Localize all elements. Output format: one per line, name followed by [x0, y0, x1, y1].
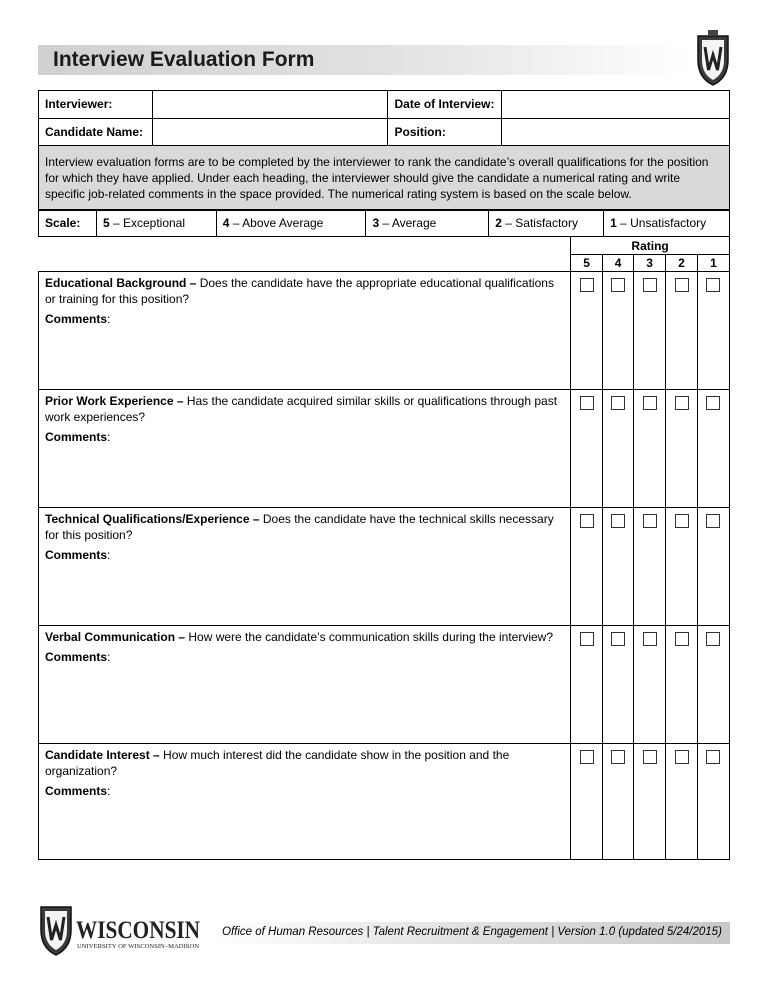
- title-bar: [38, 45, 690, 75]
- position-field[interactable]: [502, 118, 730, 146]
- scale-item-1: 1 – Unsatisfactory: [604, 210, 730, 237]
- section-educational-background: [39, 272, 730, 390]
- rating-checkbox-2[interactable]: [675, 278, 689, 292]
- section-text: Does the candidate have the appropriate educational qualifications or training for this position?: [45, 276, 554, 306]
- rating-col-3: 3: [634, 255, 666, 272]
- comments-label: Comments:: [45, 312, 111, 326]
- section-verbal-communication: [39, 626, 730, 744]
- rating-checkbox-5[interactable]: [580, 632, 594, 646]
- position-label: Position:: [388, 118, 502, 146]
- rating-table: [38, 236, 730, 860]
- rating-checkbox-4[interactable]: [611, 278, 625, 292]
- section-title: Candidate Interest –: [45, 748, 164, 762]
- rating-checkbox-1[interactable]: [706, 750, 720, 764]
- rating-checkbox-5[interactable]: [580, 750, 594, 764]
- scale-item-4: 4 – Above Average: [216, 210, 366, 237]
- rating-checkbox-3[interactable]: [643, 396, 657, 410]
- rating-checkbox-3[interactable]: [643, 750, 657, 764]
- rating-checkbox-5[interactable]: [580, 514, 594, 528]
- scale-item-3: 3 – Average: [366, 210, 489, 237]
- candidate-name-field[interactable]: [152, 118, 388, 146]
- rating-checkbox-3[interactable]: [643, 632, 657, 646]
- section-title: Educational Background –: [45, 276, 200, 290]
- rating-col-5: 5: [571, 255, 603, 272]
- section-technical-qualifications: [39, 508, 730, 626]
- comments-label: Comments:: [45, 784, 111, 798]
- rating-checkbox-4[interactable]: [611, 750, 625, 764]
- date-of-interview-label: Date of Interview:: [388, 91, 502, 119]
- section-question[interactable]: [39, 508, 571, 626]
- rating-checkbox-3[interactable]: [643, 278, 657, 292]
- section-text: How were the candidate’s communication skills during the interview?: [188, 630, 553, 644]
- rating-checkbox-1[interactable]: [706, 278, 720, 292]
- section-question[interactable]: [39, 626, 571, 744]
- rating-checkbox-5[interactable]: [580, 278, 594, 292]
- rating-col-2: 2: [666, 255, 698, 272]
- candidate-name-label: Candidate Name:: [39, 118, 153, 146]
- rating-checkbox-2[interactable]: [675, 514, 689, 528]
- rating-checkbox-4[interactable]: [611, 396, 625, 410]
- rating-checkbox-1[interactable]: [706, 632, 720, 646]
- rating-checkbox-5[interactable]: [580, 396, 594, 410]
- comments-label: Comments:: [45, 430, 111, 444]
- rating-checkbox-1[interactable]: [706, 396, 720, 410]
- comments-label: Comments:: [45, 650, 111, 664]
- section-question[interactable]: [39, 390, 571, 508]
- wisconsin-logo: [38, 902, 203, 958]
- rating-checkbox-4[interactable]: [611, 632, 625, 646]
- form-title: Interview Evaluation Form: [53, 48, 315, 71]
- interviewer-field[interactable]: [152, 91, 388, 119]
- section-text: How much interest did the candidate show in the position and the organization?: [45, 748, 510, 778]
- section-question[interactable]: [39, 272, 571, 390]
- svg-text:UNIVERSITY OF WISCONSIN–MADISO: UNIVERSITY OF WISCONSIN–MADISON: [77, 944, 200, 950]
- header-table: [38, 90, 730, 146]
- rating-checkbox-3[interactable]: [643, 514, 657, 528]
- section-text: Has the candidate acquired similar skills or qualifications through past work experiences?: [45, 394, 558, 424]
- scale-item-2: 2 – Satisfactory: [489, 210, 604, 237]
- section-title: Prior Work Experience –: [45, 394, 187, 408]
- rating-checkbox-2[interactable]: [675, 632, 689, 646]
- section-candidate-interest: [39, 744, 730, 860]
- svg-text:WISCONSIN: WISCONSIN: [76, 917, 200, 944]
- footer-text: Office of Human Resources | Talent Recruitment & Engagement | Version 1.0 (updated 5/24/2015): [216, 922, 730, 944]
- section-prior-work-experience: [39, 390, 730, 508]
- rating-header: Rating: [571, 237, 730, 255]
- rating-checkbox-2[interactable]: [675, 396, 689, 410]
- scale-label: Scale:: [39, 210, 97, 237]
- rating-col-1: 1: [697, 255, 729, 272]
- rating-checkbox-2[interactable]: [675, 750, 689, 764]
- comments-label: Comments:: [45, 548, 111, 562]
- section-text: Does the candidate have the technical skills necessary for this position?: [45, 512, 554, 542]
- intro-text: Interview evaluation forms are to be completed by the interviewer to rank the candidate’s overall qualifications for the position for which they have applied. Under each heading, the interviewer should give the candidate a numerical rating and write specific job-related comments in the space provided. The numerical rating system is based on the scale below.: [39, 146, 730, 211]
- rating-checkbox-1[interactable]: [706, 514, 720, 528]
- section-title: Verbal Communication –: [45, 630, 189, 644]
- rating-col-4: 4: [603, 255, 634, 272]
- scale-item-5: 5 – Exceptional: [96, 210, 216, 237]
- date-of-interview-field[interactable]: [502, 91, 730, 119]
- section-question[interactable]: [39, 744, 571, 860]
- rating-checkbox-4[interactable]: [611, 514, 625, 528]
- scale-table: [38, 209, 730, 237]
- uw-crest-icon: [694, 30, 732, 88]
- interviewer-label: Interviewer:: [39, 91, 153, 119]
- section-title: Technical Qualifications/Experience –: [45, 512, 263, 526]
- intro-table: [38, 145, 730, 211]
